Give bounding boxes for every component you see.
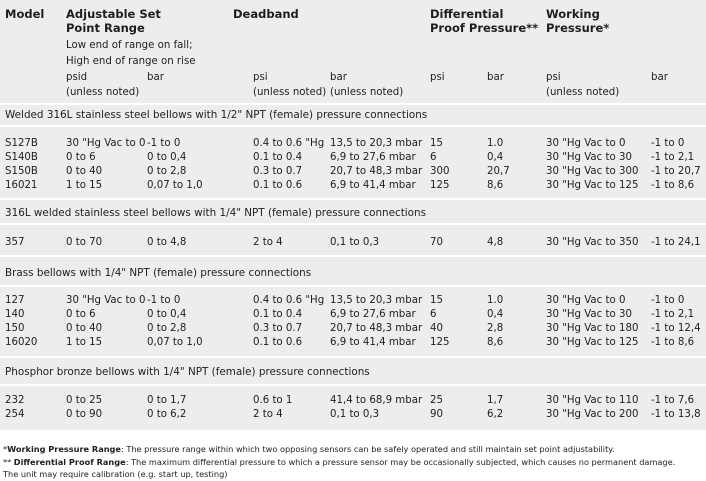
proof-bar-cell: 8,6 <box>487 180 504 191</box>
proof-psi-cell: 90 <box>430 409 443 420</box>
deadband-bar-cell: 20,7 to 48,3 mbar <box>330 166 423 177</box>
deadband-bar-cell: 6,9 to 41,4 mbar <box>330 337 416 348</box>
header-setpoint-unit-note: (unless noted) <box>66 87 140 98</box>
footnote-term: Working Pressure Range <box>7 444 121 454</box>
row-divider <box>0 125 706 127</box>
row-divider <box>0 356 706 358</box>
working-psi-cell: 30 "Hg Vac to 125 <box>546 180 639 191</box>
setpoint-psid-cell: 0 to 70 <box>66 237 103 248</box>
model-cell: S140B <box>5 152 38 163</box>
proof-bar-cell: 1,7 <box>487 395 504 406</box>
working-psi-cell: 30 "Hg Vac to 0 <box>546 295 626 306</box>
deadband-bar-cell: 13,5 to 20,3 mbar <box>330 138 423 149</box>
working-psi-cell: 30 "Hg Vac to 200 <box>546 409 639 420</box>
setpoint-bar-cell: 0,07 to 1,0 <box>147 180 203 191</box>
header-differential-unit-bar: bar <box>487 72 504 83</box>
header-deadband: Deadband <box>233 7 299 21</box>
proof-bar-cell: 20,7 <box>487 166 510 177</box>
deadband-bar-cell: 0,1 to 0,3 <box>330 409 380 420</box>
proof-psi-cell: 6 <box>430 309 437 320</box>
working-psi-cell: 30 "Hg Vac to 30 <box>546 309 632 320</box>
header-working-unit-note: (unless noted) <box>546 87 620 98</box>
proof-psi-cell: 70 <box>430 237 443 248</box>
header-setpoint: Adjustable Set <box>66 7 161 21</box>
model-cell: S127B <box>5 138 38 149</box>
proof-psi-cell: 25 <box>430 395 443 406</box>
working-psi-cell: 30 "Hg Vac to 30 <box>546 152 632 163</box>
setpoint-bar-cell: 0 to 2,8 <box>147 323 187 334</box>
header-deadband-unit-psi: psi <box>253 72 268 83</box>
deadband-psi-cell: 0.3 to 0.7 <box>253 323 303 334</box>
working-bar-cell: -1 to 8,6 <box>651 180 695 191</box>
deadband-bar-cell: 41,4 to 68,9 mbar <box>330 395 423 406</box>
model-cell: S150B <box>5 166 38 177</box>
footnote-marker: ** <box>3 456 14 467</box>
footnote-text: : The pressure range within which two opposing sensors can be safely operated and still maintain set point adjustability. <box>120 444 615 454</box>
model-cell: 127 <box>5 295 25 306</box>
proof-bar-cell: 0,4 <box>487 309 504 320</box>
header-setpoint-unit-bar: bar <box>147 72 164 83</box>
setpoint-bar-cell: 0 to 1,7 <box>147 395 187 406</box>
setpoint-psid-cell: 30 "Hg Vac to 0 <box>66 295 146 306</box>
footnote-text: : The maximum differential pressure to which a pressure sensor may be occasionally subjected, which causes no permanent damage. <box>125 456 676 467</box>
deadband-psi-cell: 2 to 4 <box>253 409 283 420</box>
setpoint-psid-cell: 1 to 15 <box>66 180 103 191</box>
deadband-psi-cell: 0.1 to 0.4 <box>253 152 303 163</box>
model-cell: 357 <box>5 237 25 248</box>
setpoint-bar-cell: 0 to 2,8 <box>147 166 187 177</box>
setpoint-psid-cell: 1 to 15 <box>66 337 103 348</box>
working-bar-cell: -1 to 2,1 <box>651 152 695 163</box>
proof-bar-cell: 2,8 <box>487 323 504 334</box>
proof-bar-cell: 1.0 <box>487 295 504 306</box>
header-differential-unit-psi: psi <box>430 72 445 83</box>
proof-psi-cell: 6 <box>430 152 437 163</box>
setpoint-psid-cell: 0 to 40 <box>66 323 103 334</box>
deadband-psi-cell: 0.4 to 0.6 "Hg <box>253 295 325 306</box>
proof-psi-cell: 15 <box>430 295 443 306</box>
header-deadband-unit-bar-note: (unless noted) <box>330 87 404 98</box>
row-divider <box>0 255 706 257</box>
working-bar-cell: -1 to 24,1 <box>651 237 701 248</box>
header-differential: Differential <box>430 7 504 21</box>
proof-psi-cell: 40 <box>430 323 443 334</box>
header-setpoint-note-line2: High end of range on rise <box>66 56 196 67</box>
row-divider <box>0 223 706 225</box>
footnote-term: Differential Proof Range <box>13 456 126 467</box>
model-cell: 16020 <box>5 337 38 348</box>
deadband-bar-cell: 6,9 to 27,6 mbar <box>330 309 416 320</box>
row-divider <box>0 285 706 287</box>
header-setpoint-note: Low end of range on fall; <box>66 40 193 51</box>
proof-psi-cell: 125 <box>430 180 450 191</box>
model-cell: 150 <box>5 323 25 334</box>
proof-bar-cell: 0,4 <box>487 152 504 163</box>
setpoint-bar-cell: -1 to 0 <box>147 138 181 149</box>
working-psi-cell: 30 "Hg Vac to 350 <box>546 237 639 248</box>
header-working: Working <box>546 7 600 21</box>
model-cell: 254 <box>5 409 25 420</box>
row-divider <box>0 103 706 105</box>
working-psi-cell: 30 "Hg Vac to 0 <box>546 138 626 149</box>
deadband-bar-cell: 0,1 to 0,3 <box>330 237 380 248</box>
model-cell: 232 <box>5 395 25 406</box>
footnote-calibration: The unit may require calibration (e.g. start up, testing) <box>3 469 228 479</box>
header-working-unit-psi: psi <box>546 72 561 83</box>
header-differential-line2: Proof Pressure** <box>430 21 539 35</box>
working-bar-cell: -1 to 8,6 <box>651 337 695 348</box>
model-cell: 140 <box>5 309 25 320</box>
working-bar-cell: -1 to 2,1 <box>651 309 695 320</box>
working-psi-cell: 30 "Hg Vac to 180 <box>546 323 639 334</box>
proof-psi-cell: 125 <box>430 337 450 348</box>
header-deadband-unit-bar: bar <box>330 72 347 83</box>
header-setpoint-unit-psid: psid <box>66 72 88 83</box>
section-title: 316L welded stainless steel bellows with 1/4" NPT (female) pressure connections <box>5 207 427 219</box>
setpoint-bar-cell: 0 to 4,8 <box>147 237 187 248</box>
footnotes <box>3 443 703 481</box>
setpoint-psid-cell: 30 "Hg Vac to 0 <box>66 138 146 149</box>
deadband-psi-cell: 0.3 to 0.7 <box>253 166 303 177</box>
working-bar-cell: -1 to 0 <box>651 138 685 149</box>
setpoint-psid-cell: 0 to 40 <box>66 166 103 177</box>
proof-psi-cell: 15 <box>430 138 443 149</box>
section-title: Brass bellows with 1/4" NPT (female) pressure connections <box>5 267 312 279</box>
row-divider <box>0 384 706 386</box>
working-bar-cell: -1 to 20,7 <box>651 166 701 177</box>
setpoint-bar-cell: 0 to 0,4 <box>147 309 187 320</box>
setpoint-bar-cell: 0 to 0,4 <box>147 152 187 163</box>
setpoint-bar-cell: 0 to 6,2 <box>147 409 187 420</box>
deadband-psi-cell: 0.4 to 0.6 "Hg <box>253 138 325 149</box>
proof-bar-cell: 6,2 <box>487 409 504 420</box>
setpoint-bar-cell: 0,07 to 1,0 <box>147 337 203 348</box>
section-title: Welded 316L stainless steel bellows with 1/2" NPT (female) pressure connections <box>5 109 428 121</box>
deadband-bar-cell: 6,9 to 27,6 mbar <box>330 152 416 163</box>
header-model: Model <box>5 7 45 21</box>
working-bar-cell: -1 to 0 <box>651 295 685 306</box>
deadband-psi-cell: 0.1 to 0.6 <box>253 337 303 348</box>
footnote-marker: * <box>3 444 8 454</box>
working-psi-cell: 30 "Hg Vac to 110 <box>546 395 639 406</box>
working-psi-cell: 30 "Hg Vac to 125 <box>546 337 639 348</box>
working-bar-cell: -1 to 13,8 <box>651 409 701 420</box>
header-deadband-unit-psi-note: (unless noted) <box>253 87 327 98</box>
setpoint-psid-cell: 0 to 6 <box>66 152 96 163</box>
deadband-bar-cell: 13,5 to 20,3 mbar <box>330 295 423 306</box>
proof-bar-cell: 4,8 <box>487 237 504 248</box>
deadband-psi-cell: 0.1 to 0.4 <box>253 309 303 320</box>
section-title: Phosphor bronze bellows with 1/4" NPT (female) pressure connections <box>5 366 370 378</box>
deadband-psi-cell: 2 to 4 <box>253 237 283 248</box>
working-psi-cell: 30 "Hg Vac to 300 <box>546 166 639 177</box>
working-bar-cell: -1 to 12,4 <box>651 323 701 334</box>
header-setpoint-line2: Point Range <box>66 21 145 35</box>
proof-bar-cell: 8,6 <box>487 337 504 348</box>
proof-bar-cell: 1.0 <box>487 138 504 149</box>
footnote-differential-proof <box>3 456 703 469</box>
setpoint-psid-cell: 0 to 90 <box>66 409 103 420</box>
proof-psi-cell: 300 <box>430 166 450 177</box>
header-working-line2: Pressure* <box>546 21 610 35</box>
working-bar-cell: -1 to 7,6 <box>651 395 695 406</box>
setpoint-psid-cell: 0 to 6 <box>66 309 96 320</box>
setpoint-psid-cell: 0 to 25 <box>66 395 103 406</box>
deadband-bar-cell: 6,9 to 41,4 mbar <box>330 180 416 191</box>
deadband-psi-cell: 0.6 to 1 <box>253 395 293 406</box>
deadband-psi-cell: 0.1 to 0.6 <box>253 180 303 191</box>
footnote-working-pressure <box>3 443 703 456</box>
setpoint-bar-cell: -1 to 0 <box>147 295 181 306</box>
row-divider <box>0 198 706 200</box>
header-working-unit-bar: bar <box>651 72 668 83</box>
deadband-bar-cell: 20,7 to 48,3 mbar <box>330 323 423 334</box>
model-cell: 16021 <box>5 180 38 191</box>
